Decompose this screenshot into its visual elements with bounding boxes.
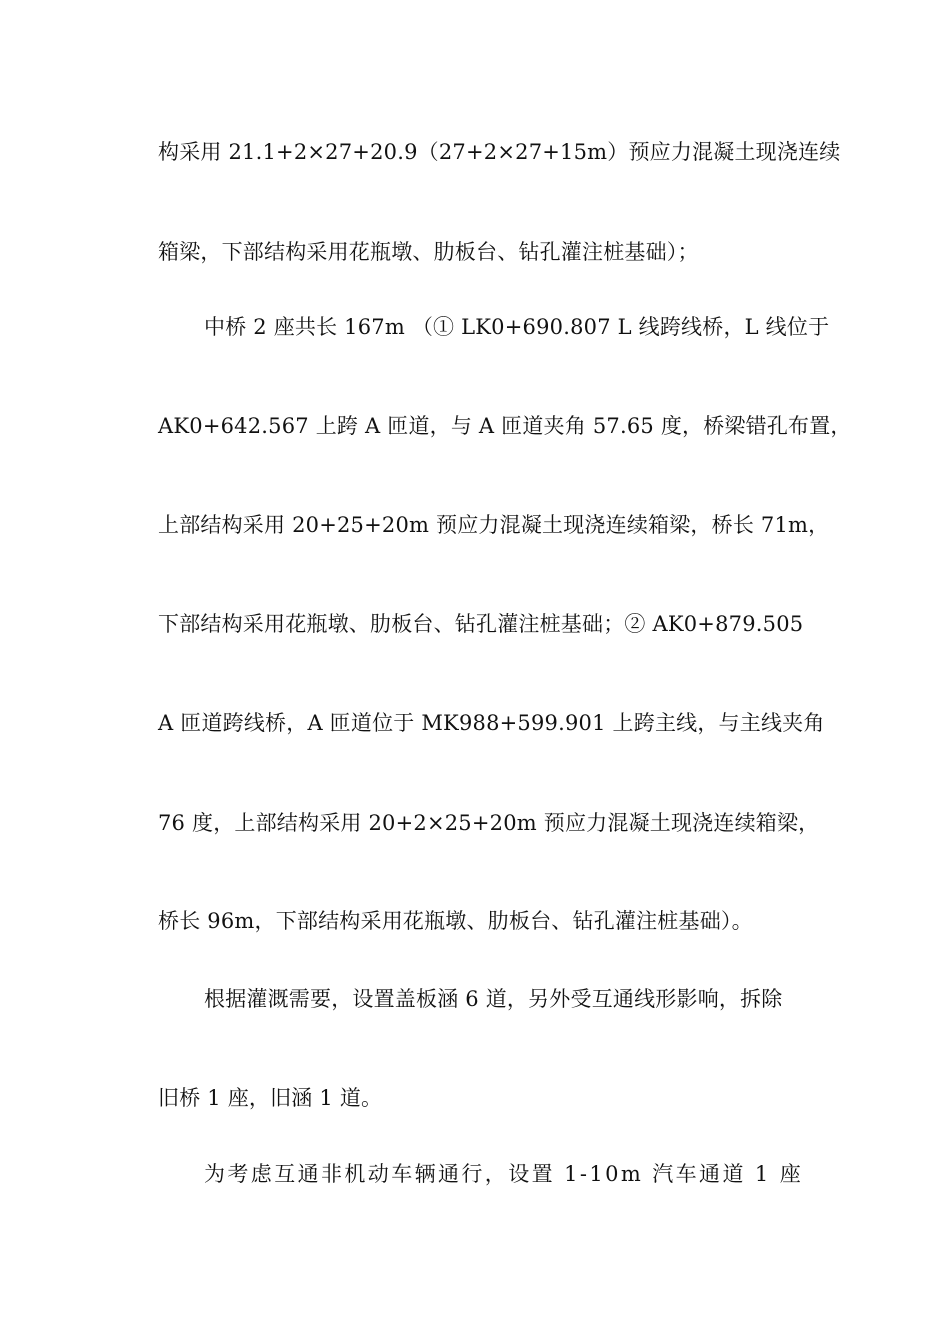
paragraph-line: 箱梁，下部结构采用花瓶墩、肋板台、钻孔灌注桩基础）；	[158, 240, 699, 264]
paragraph-line: 上部结构采用 20+25+20m 预应力混凝土现浇连续箱梁，桥长 71m，	[158, 513, 830, 537]
paragraph-line: 为考虑互通非机动车辆通行，设置 1-10m 汽车通道 1 座	[204, 1162, 804, 1186]
paragraph-line: 76 度，上部结构采用 20+2×25+20m 预应力混凝土现浇连续箱梁，	[158, 811, 820, 835]
paragraph-line: 旧桥 1 座，旧涵 1 道。	[158, 1086, 383, 1110]
paragraph-line: AK0+642.567 上跨 A 匝道，与 A 匝道夹角 57.65 度，桥梁错孔布置，	[158, 414, 852, 438]
paragraph-line: 中桥 2 座共长 167m （① LK0+690.807 L 线跨线桥，L 线位于	[204, 315, 830, 339]
paragraph-line: 构采用 21.1+2×27+20.9（27+2×27+15m）预应力混凝土现浇连续	[158, 140, 841, 164]
paragraph-line: 桥长 96m，下部结构采用花瓶墩、肋板台、钻孔灌注桩基础）。	[158, 909, 753, 933]
paragraph-line: A 匝道跨线桥，A 匝道位于 MK988+599.901 上跨主线，与主线夹角	[158, 711, 825, 735]
paragraph-line: 根据灌溉需要，设置盖板涵 6 道，另外受互通线形影响，拆除	[204, 987, 783, 1011]
paragraph-line: 下部结构采用花瓶墩、肋板台、钻孔灌注桩基础；② AK0+879.505	[158, 612, 804, 636]
